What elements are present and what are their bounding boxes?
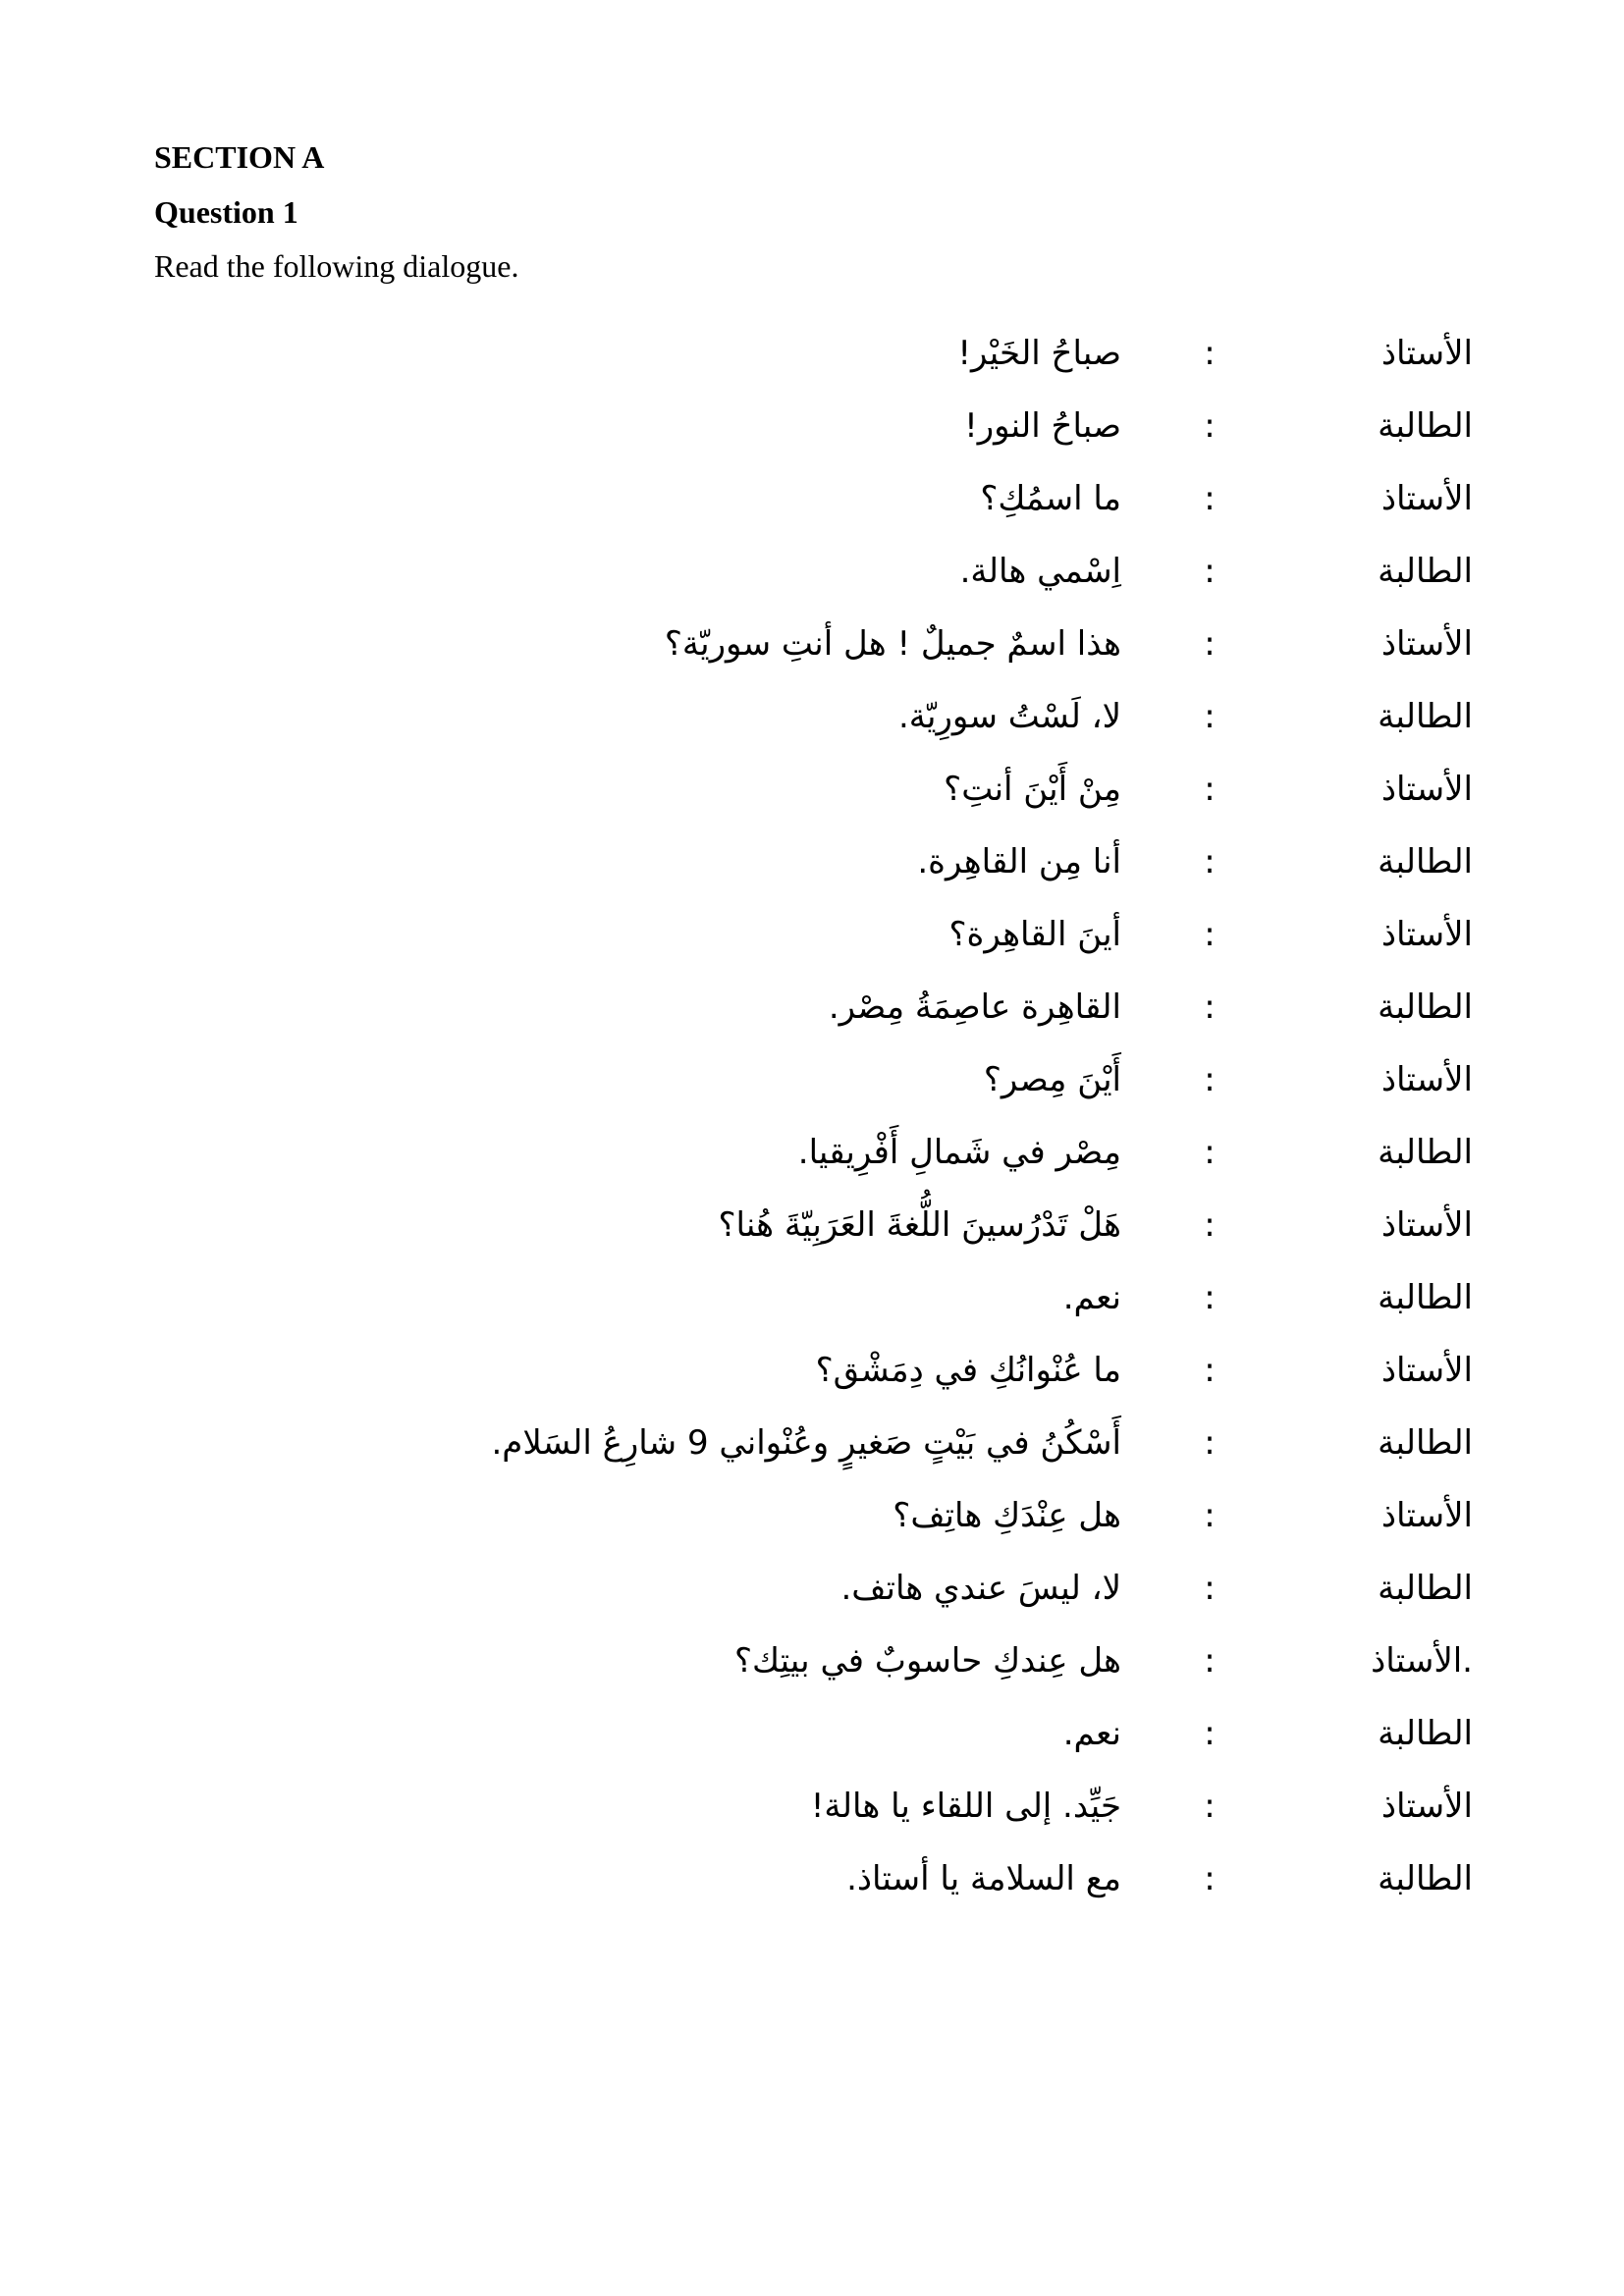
dialogue-line	[0, 826, 1624, 898]
speaker-separator: :	[1204, 406, 1216, 446]
speaker-separator: :	[1204, 1205, 1216, 1245]
speaker-separator: :	[1204, 624, 1216, 664]
dialogue-line	[0, 1189, 1624, 1261]
speaker-separator: :	[1204, 334, 1216, 373]
speaker-separator: :	[1204, 697, 1216, 736]
dialogue-line	[0, 317, 1624, 390]
dialogue-line	[0, 1116, 1624, 1189]
dialogue-line	[0, 971, 1624, 1043]
utterance-text: اِسْمي هالة.	[959, 552, 1121, 591]
utterance-text: مع السلامة يا أستاذ.	[846, 1859, 1121, 1898]
speaker-name: الطالبة	[1378, 406, 1473, 446]
utterance-text: صباحُ النور!	[964, 406, 1121, 446]
utterance-text: أنا مِن القاهِرة.	[917, 842, 1121, 881]
dialogue-line	[0, 1043, 1624, 1116]
dialogue-line	[0, 1842, 1624, 1915]
utterance-text: مِنْ أَيْنَ أنتِ؟	[944, 770, 1121, 809]
speaker-separator: :	[1204, 552, 1216, 591]
dialogue-line	[0, 1334, 1624, 1407]
utterance-text: مِصْر في شَمالِ أَفْرِيقيا.	[797, 1133, 1121, 1172]
speaker-name: الأستاذ	[1380, 1496, 1473, 1535]
speaker-name: الأستاذ	[1380, 334, 1473, 373]
utterance-text: نعم.	[1062, 1278, 1121, 1317]
utterance-text: هل عِندكِ حاسوبٌ في بيتِك؟	[733, 1641, 1121, 1681]
speaker-name: الطالبة	[1378, 1714, 1473, 1753]
speaker-name: الأستاذ	[1380, 1787, 1473, 1826]
speaker-name: الأستاذ	[1380, 479, 1473, 518]
dialogue-line	[0, 753, 1624, 826]
utterance-text: أينَ القاهِرة؟	[948, 915, 1121, 954]
dialogue-line	[0, 1552, 1624, 1625]
speaker-name: الطالبة	[1378, 1278, 1473, 1317]
section-title: SECTION A	[154, 139, 325, 175]
utterance-text: لا، ليسَ عندي هاتف.	[840, 1569, 1121, 1608]
dialogue-line	[0, 1407, 1624, 1479]
dialogue-line	[0, 1261, 1624, 1334]
speaker-name: الأستاذ	[1380, 915, 1473, 954]
speaker-name: الطالبة	[1378, 842, 1473, 881]
dialogue-line	[0, 1770, 1624, 1842]
speaker-separator: :	[1204, 1714, 1216, 1753]
speaker-separator: :	[1204, 1859, 1216, 1898]
utterance-text: القاهِرة عاصِمَةُ مِصْر.	[828, 988, 1121, 1027]
utterance-text: نعم.	[1062, 1714, 1121, 1753]
question-title: Question 1	[154, 194, 298, 230]
dialogue-line	[0, 1697, 1624, 1770]
speaker-name: الأستاذ	[1380, 1060, 1473, 1099]
speaker-separator: :	[1204, 770, 1216, 809]
utterance-text: ما عُنْوانُكِ في دِمَشْق؟	[815, 1351, 1121, 1390]
speaker-name: الطالبة	[1378, 552, 1473, 591]
dialogue-line	[0, 1479, 1624, 1552]
dialogue-line	[0, 535, 1624, 608]
speaker-name: الطالبة	[1378, 1859, 1473, 1898]
speaker-separator: :	[1204, 1351, 1216, 1390]
dialogue-line	[0, 680, 1624, 753]
speaker-name: .الأستاذ	[1371, 1641, 1473, 1681]
speaker-name: الطالبة	[1378, 1423, 1473, 1463]
speaker-name: الطالبة	[1378, 697, 1473, 736]
instruction-text: Read the following dialogue.	[154, 248, 519, 284]
dialogue-line	[0, 608, 1624, 680]
utterance-text: هذا اسمٌ جميلٌ ! هل أنتِ سوريّة؟	[664, 624, 1121, 664]
utterance-text: هل عِنْدَكِ هاتِف؟	[893, 1496, 1121, 1535]
dialogue-line	[0, 462, 1624, 535]
speaker-separator: :	[1204, 988, 1216, 1027]
utterance-text: لا، لَسْتُ سورِيّة.	[897, 697, 1121, 736]
speaker-separator: :	[1204, 479, 1216, 518]
speaker-name: الطالبة	[1378, 1133, 1473, 1172]
utterance-text: أَسْكُنُ في بَيْتٍ صَغيرٍ وعُنْواني 9 شارِعُ السَلام.	[491, 1423, 1121, 1463]
speaker-separator: :	[1204, 915, 1216, 954]
speaker-separator: :	[1204, 842, 1216, 881]
speaker-separator: :	[1204, 1787, 1216, 1826]
dialogue-line	[0, 1625, 1624, 1697]
speaker-name: الأستاذ	[1380, 624, 1473, 664]
speaker-name: الطالبة	[1378, 1569, 1473, 1608]
speaker-separator: :	[1204, 1569, 1216, 1608]
speaker-separator: :	[1204, 1278, 1216, 1317]
speaker-separator: :	[1204, 1423, 1216, 1463]
speaker-separator: :	[1204, 1496, 1216, 1535]
speaker-separator: :	[1204, 1641, 1216, 1681]
speaker-name: الأستاذ	[1380, 1205, 1473, 1245]
utterance-text: جَيِّد. إلى اللقاء يا هالة!	[810, 1787, 1121, 1826]
speaker-name: الأستاذ	[1380, 770, 1473, 809]
speaker-name: الطالبة	[1378, 988, 1473, 1027]
speaker-separator: :	[1204, 1133, 1216, 1172]
dialogue-line	[0, 390, 1624, 462]
utterance-text: ما اسمُكِ؟	[980, 479, 1121, 518]
utterance-text: صباحُ الخَيْر!	[957, 334, 1121, 373]
speaker-separator: :	[1204, 1060, 1216, 1099]
dialogue-line	[0, 898, 1624, 971]
utterance-text: هَلْ تَدْرُسينَ اللُّغةَ العَرَبِيّةَ هُنا؟	[718, 1205, 1121, 1245]
utterance-text: أَيْنَ مِصر؟	[983, 1060, 1121, 1099]
speaker-name: الأستاذ	[1380, 1351, 1473, 1390]
